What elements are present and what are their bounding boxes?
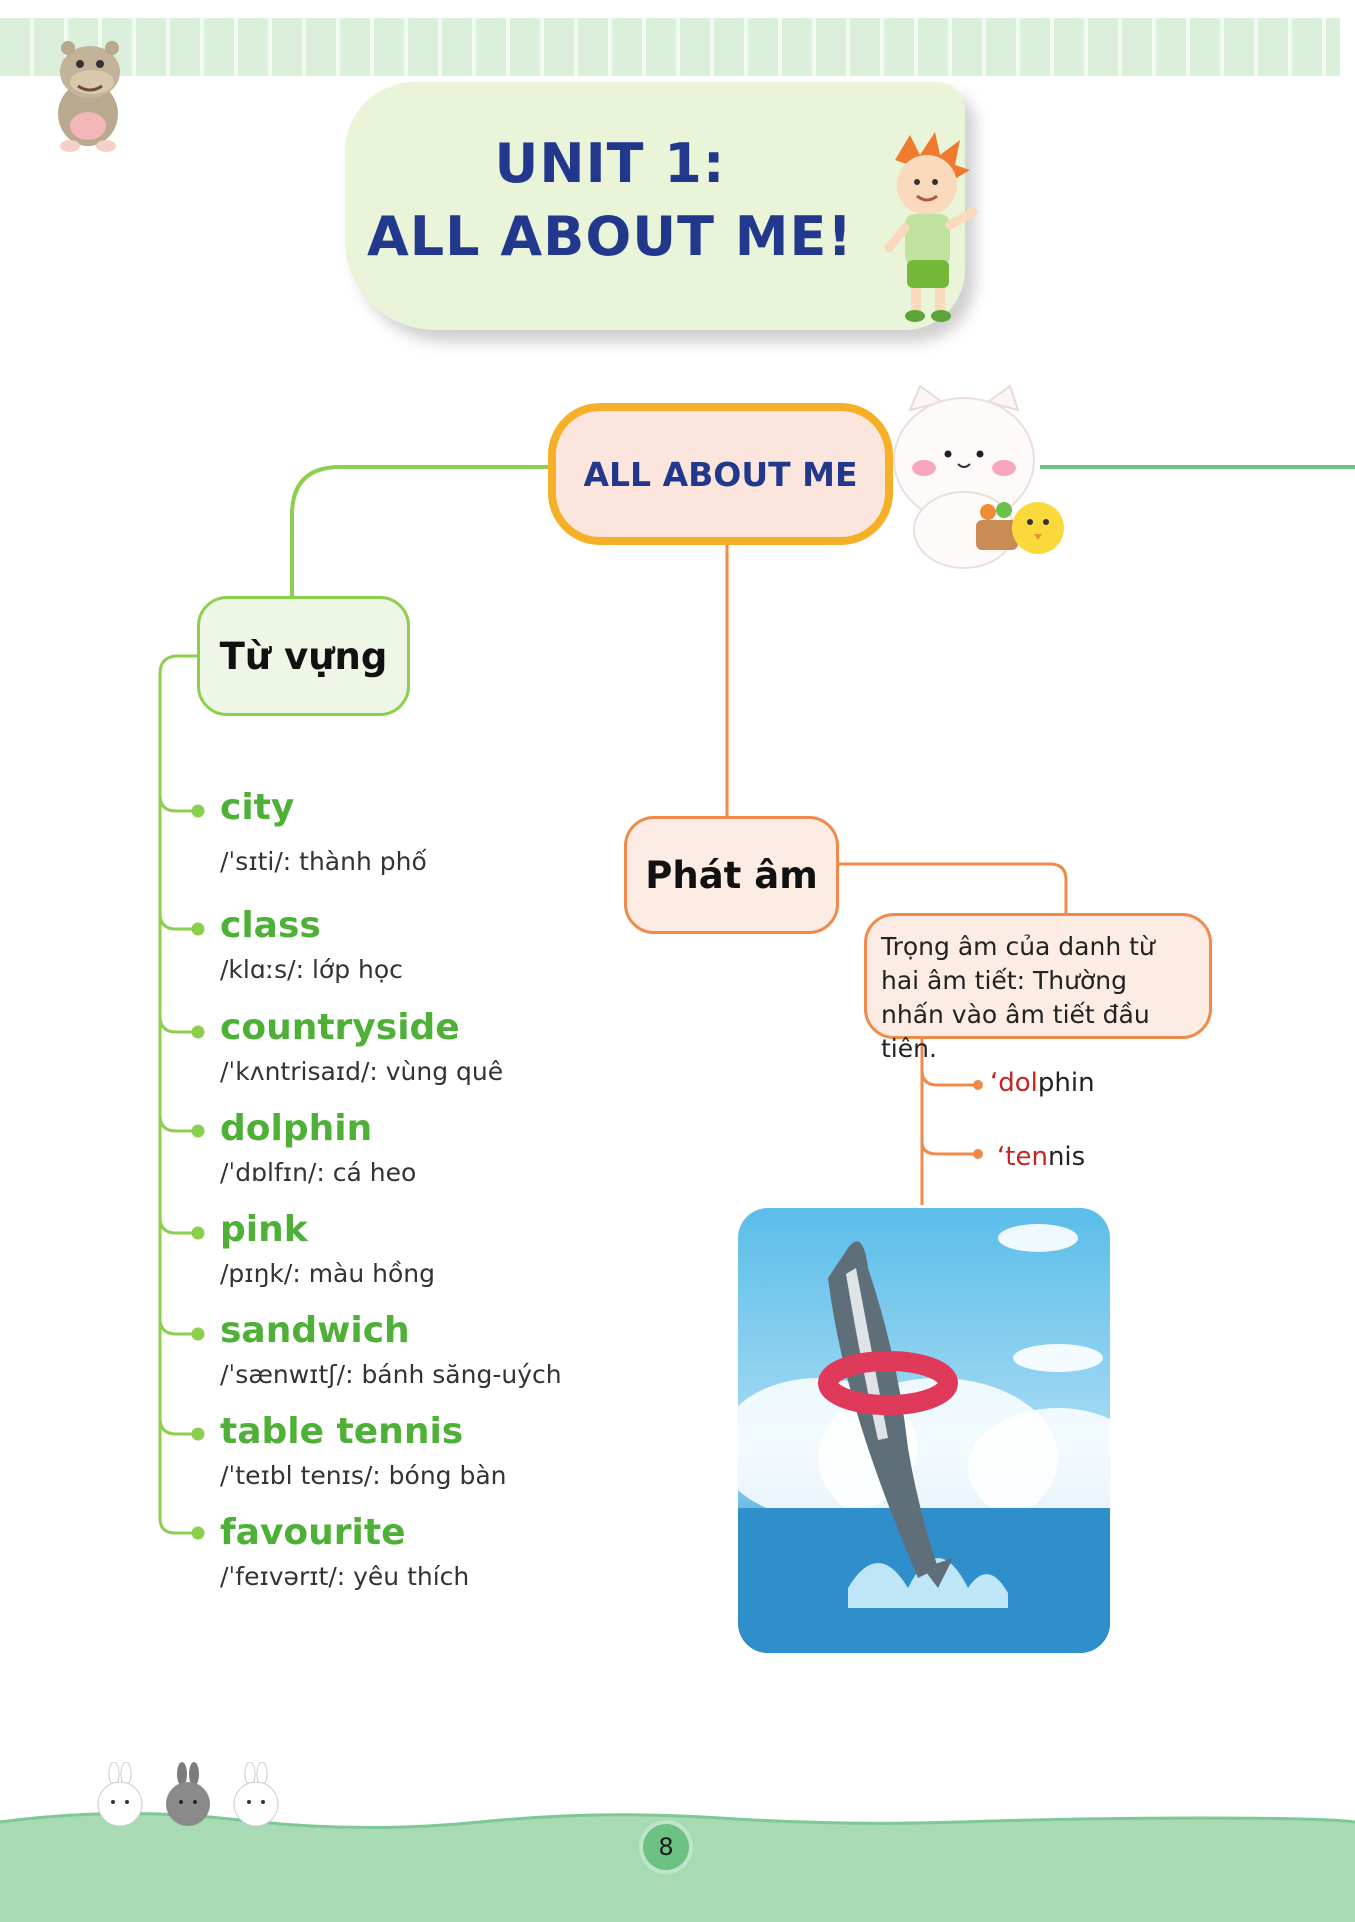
vocab-definition: /ˈsænwɪtʃ/: bánh săng-uých: [220, 1360, 562, 1389]
stressed-syllable: ten: [1005, 1142, 1048, 1172]
hippo-icon: [40, 34, 135, 154]
bunny-icon: [86, 1762, 286, 1832]
top-decorative-band: [0, 18, 1340, 76]
vocabulary-node-label: Từ vựng: [219, 634, 388, 678]
unstressed-syllable: nis: [1047, 1142, 1086, 1172]
vocab-definition: /ˈfeɪvərɪt/: yêu thích: [220, 1562, 470, 1591]
cat-mascot-icon: [880, 380, 1090, 575]
stress-mark: ‘: [990, 1068, 999, 1098]
example-dolphin: [990, 1068, 1095, 1098]
vocab-word: favourite: [220, 1512, 406, 1553]
vocab-definition: /ˈteɪbl tenɪs/: bóng bàn: [220, 1461, 507, 1490]
stress-mark: ‘: [997, 1142, 1006, 1172]
vocab-definition: /pɪŋk/: màu hồng: [220, 1259, 436, 1288]
vocab-definition: /ˈsɪti/: thành phố: [220, 847, 427, 876]
mindmap-root-node: [548, 403, 893, 545]
unit-title-line2: ALL ABOUT ME!: [366, 205, 853, 268]
vocab-word: dolphin: [220, 1108, 373, 1149]
boy-waving-icon: [875, 130, 985, 325]
vocab-definition: /ˈkʌntrisaɪd/: vùng quê: [220, 1057, 504, 1086]
vocabulary-node: [197, 596, 410, 716]
pronunciation-node-label: Phát âm: [645, 853, 818, 897]
unit-title-line1: UNIT 1:: [494, 132, 726, 195]
vocab-word: pink: [220, 1209, 308, 1250]
stressed-syllable: dol: [998, 1068, 1038, 1098]
pronunciation-node: [624, 816, 839, 934]
root-label: ALL ABOUT ME: [583, 454, 858, 494]
page-number: 8: [643, 1824, 689, 1870]
vocab-word: table tennis: [220, 1411, 464, 1452]
vocab-word: sandwich: [220, 1310, 410, 1351]
vocab-word: class: [220, 905, 321, 946]
dolphin-illustration: [738, 1208, 1110, 1653]
dolphin-scene: [738, 1208, 1110, 1653]
stress-rule-box: Trọng âm của danh từ hai âm tiết: Thường nhấn vào âm tiết đầu tiên.: [864, 913, 1212, 1039]
unstressed-syllable: phin: [1037, 1068, 1095, 1098]
vocab-word: countryside: [220, 1007, 460, 1048]
vocab-definition: /klɑːs/: lớp học: [220, 955, 403, 984]
example-tennis: [997, 1142, 1085, 1172]
vocab-word: city: [220, 787, 295, 828]
vocab-definition: /ˈdɒlfɪn/: cá heo: [220, 1158, 417, 1187]
